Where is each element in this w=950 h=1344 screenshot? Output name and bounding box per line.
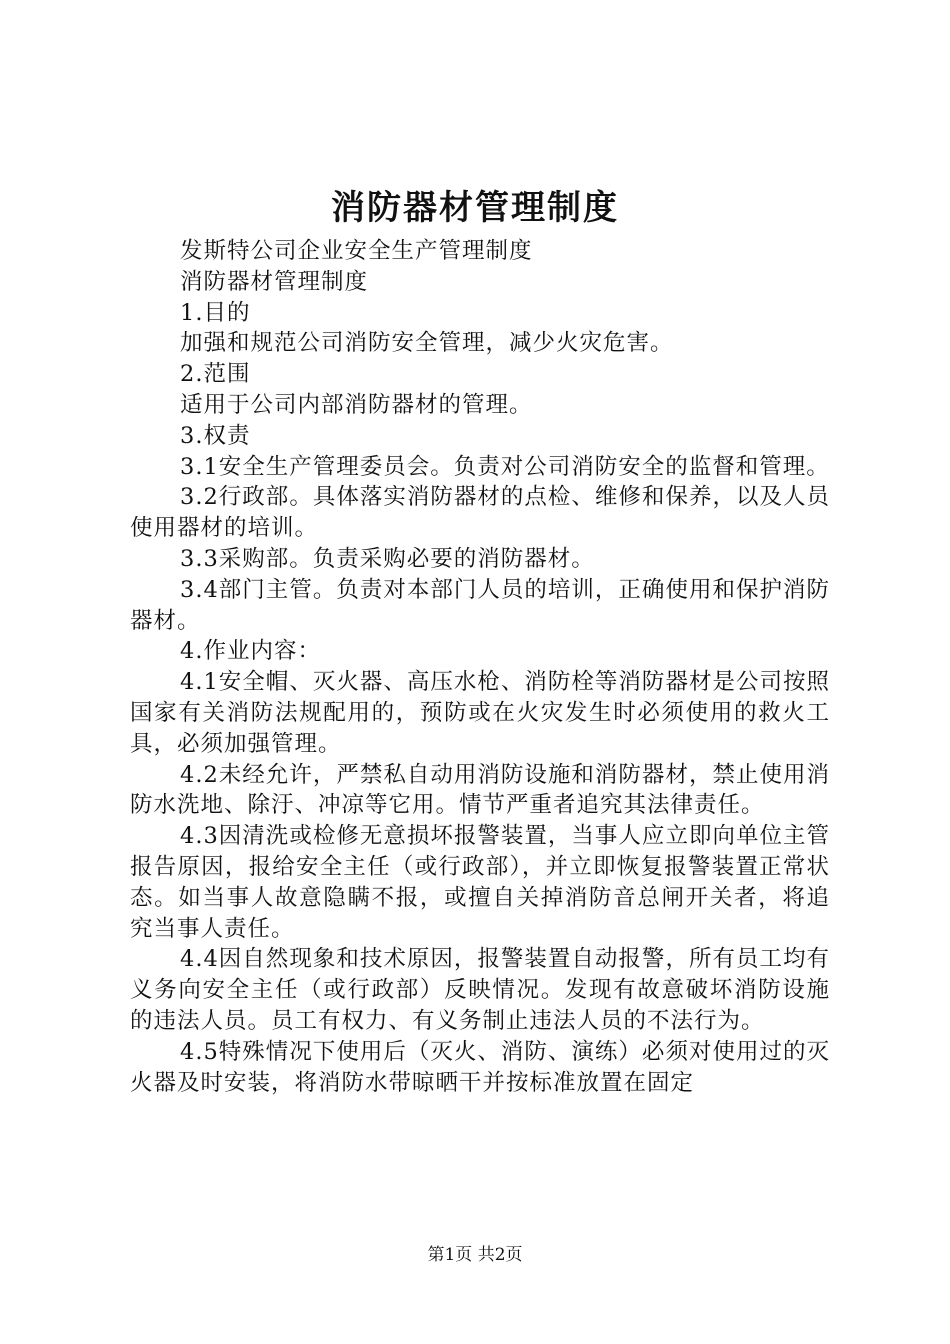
section-heading-work-content: 4.作业内容： [180,638,321,665]
paragraph-4-1: 4.1安全帽、灭火器、高压水枪、消防栓等消防器材是公司按照国家有关消防法规配用的，预防或在火灾发生时必须使用的救火工具，必须加强管理。 [130,669,830,757]
paragraph-3-4: 3.4部门主管。负责对本部门人员的培训，正确使用和保护消防器材。 [130,576,830,634]
paragraph-4-4: 4.4因自然现象和技术原因，报警装置自动报警，所有员工均有义务向安全主任（或行政部）反映情况。发现有故意破坏消防设施的违法人员。员工有权力、有义务制止违法人员的不法行为。 [130,946,830,1034]
paragraph-company-heading: 发斯特公司企业安全生产管理制度 [180,238,533,264]
page-footer: 第1页 共2页 [427,1245,523,1265]
paragraph-4-3: 4.3因清洗或检修无意损坏报警装置，当事人应立即向单位主管报告原因，报给安全主任（或行政部），并立即恢复报警装置正常状态。如当事人故意隐瞒不报，或擅自关掉消防音总闸开关者，将追究当事人责任。 [130,823,830,942]
paragraph-3-3: 3.3采购部。负责采购必要的消防器材。 [180,545,595,572]
paragraph-4-2: 4.2未经允许，严禁私自动用消防设施和消防器材，禁止使用消防水洗地、除汙、冲凉等它用。情节严重者追究其法律责任。 [130,761,830,819]
section-heading-responsibilities: 3.权责 [180,422,251,449]
paragraph-3-1: 3.1安全生产管理委员会。负责对公司消防安全的监督和管理。 [180,453,830,480]
document-body [130,236,830,1098]
paragraph-purpose: 加强和规范公司消防安全管理，减少火灾危害。 [180,330,674,357]
paragraph-subtitle: 消防器材管理制度 [180,268,369,295]
section-heading-scope: 2.范围 [180,361,251,388]
paragraph-3-2: 3.2行政部。具体落实消防器材的点检、维修和保养，以及人员使用器材的培训。 [130,484,830,542]
section-heading-purpose: 1.目的 [180,299,251,326]
paragraph-scope: 适用于公司内部消防器材的管理。 [180,391,533,418]
page-title: 消防器材管理制度 [331,188,619,228]
paragraph-4-5: 4.5特殊情况下使用后（灭火、消防、演练）必须对使用过的灭火器及时安装，将消防水带晾晒干并按标准放置在固定 [130,1038,830,1096]
